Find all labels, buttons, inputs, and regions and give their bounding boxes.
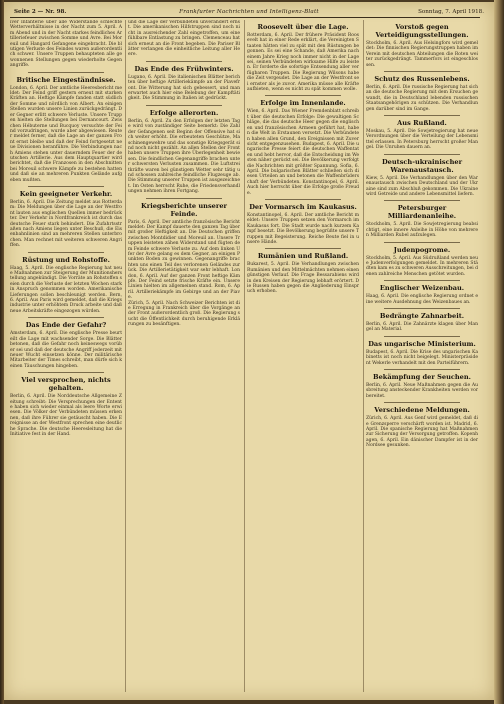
article-heading: Bedrängte Zahnarbeit. [379,311,465,320]
article-separator [28,72,104,73]
column-divider [125,20,126,692]
article-text: Stockholm, 5. April. Aus Südrußland werden neue Judenverfolgungen gemeldet. In mehreren Städten kam es zu schweren Ausschreitungen, bei denen zahlreiche Menschen getötet wurden. [366,255,478,277]
article-heading: Das ungarische Ministerium. [368,339,476,348]
article-heading: Der Vormarsch im Kaukasus. [249,202,357,211]
article-heading: Kriegsberichte unserer Feinde. [141,201,227,218]
article-separator [384,154,460,155]
article-text: Berlin, 6. April. Die Zahnärzte klagen über Mangel an Material. [366,321,478,333]
article-separator [265,248,341,249]
column-1 [10,20,122,692]
article-text: Zürich, 6. April. Aus Genf wird gemeldet, daß die Grenzsperre verschärft worden ist. Madrid, 6. April. Die spanische Regierung hat Maßnahmen zur Sicherung der Versorgung getroffen. Kopenhagen, 6. April. Ein dänischer Dampfer ist in der Nordsee gesunken. [366,416,478,449]
column-3 [247,20,359,692]
article-heading: Bekämpfung der Seuchen. [373,373,471,381]
article-heading: Kein geeigneter Verkehr. [19,189,113,198]
article-separator [384,200,460,201]
article-heading: Schutz des Russenlebens. [374,75,470,84]
column-4 [366,20,478,692]
column-2 [128,20,240,692]
article-separator [384,71,460,72]
article-text: Zürich, 5. April. Nach Schweizer Berichten ist die Erregung in Frankreich über die Vorgänge an der Front außerordentlich groß. Die Regierung sucht die Öffentlichkeit durch beruhigende Erklärungen zu besänftigen. [128,300,240,328]
article-text: Stockholm, 5. April. Die Sowjetregierung beabsichtigt, eine innere Anleihe in Höhe von mehreren Milliarden Rubel aufzulegen. [366,222,478,239]
article-text: Konstantinopel, 6. April. Der amtliche Bericht meldet: Unsere Truppen setzen den Vormarsch im Kaukasus fort. Die Stadt wurde nach kurzem Kampf besetzt. Die Bevölkerung begrüßte unsere Truppen mit Begeisterung. Reiche Beute fiel in unsere Hände. [247,212,359,245]
article-heading: Das Ende der Gefahr? [25,321,107,330]
article-heading: Erfolge im Innenlande. [260,99,346,108]
article-text: Wien, 6. April. Das Wiener Fremdenblatt schreibt über die deutschen Erfolge: Die gewaltigen Schläge, die das deutsche Heer gegen die englischen und französischen Armeen geführt hat, haben die Welt in Erstaunen versetzt. Die Verbündeten haben allen Grund, den Ereignissen mit Zuversicht entgegenzusehen. Budapest, 6. April. Die ungarische Presse feiert die deutschen Waffentaten und hebt hervor, daß die Entscheidung im Westen näher gerückt sei. Die Bevölkerung verfolgt die Nachrichten mit größter Spannung. Sofia, 6. April. Die bulgarischen Blätter schließen sich diesen Urteilen an und betonen die Waffenbrüderschaft der Verbündeten. Konstantinopel, 6. April. Auch hier herrscht über die Erfolge große Freude. [247,109,359,196]
article-text: Budapest, 6. April. Die Krise des ungarischen Kabinetts ist noch nicht beigelegt. Ministerpräsident Wekerle verhandelt mit den Parteiführern. [366,349,478,366]
page-number: Seite 2 — Nr. 98. [14,9,67,15]
article-text: Berlin, 6. April. Die russische Regierung hat sich an die deutsche Regierung mit dem Ersuchen gewandt, die in Deutschland lebenden russischen Staatsangehörigen zu schützen. Die Verhandlungen darüber sind im Gange. [366,85,478,112]
article-separator [146,61,222,62]
article-heading: Judenpogrome. [393,245,451,254]
article-text: Moskau, 5. April. Die Sowjetregierung hat neue Verordnungen über die Verteilung der Lebensmittel erlassen. In Petersburg herrscht großer Mangel. Die Unruhen dauern an. [366,129,478,151]
article-separator [384,308,460,309]
article-separator [384,336,460,337]
article-separator [384,115,460,116]
article-heading: Deutsch-ukrainischer Warenaustausch. [381,157,463,174]
issue-date: Sonntag, 7. April 1918. [418,9,484,15]
article-heading: Vorstoß gegen Verteidigungsstellungen. [375,23,469,39]
article-text: Haag, 6. April. Die englische Regierung ordnet eine weitere Ausdehnung des Weizenbaues an. [366,294,478,305]
article-text: Stockholm, 6. April. Aus Helsingfors wird gemeldet: Die finnischen Regierungstruppen haben im Verein mit deutschen Abteilungen die Roten weiter zurückgedrängt. Tammerfors ist eingeschlossen. [366,41,478,68]
article-text: iver Infanterie über alle Widerstände schlechte Wetterverhältnisse in der Nacht zum 5. April. Am Abend und in der Nacht starkes feindliches Artilleriefeuer zwischen Somme und Avre. Bei Moreuil und Hangard Gefangene eingebracht. Die blutigen Verluste des Feindes waren außerordentlich schwer. Unsere Truppen behaupteten alle gewonnenen Stellungen gegen wiederholte Gegenangriffe. [10,20,122,69]
article-text: Amsterdam, 6. April. Die englische Presse beurteilt die Lage mit wachsender Sorge. Die Blätter betonen, daß die Gefahr noch keineswegs vorüber sei und daß der deutsche Angriff jederzeit mit neuer Wucht einsetzen könne. Der militärische Mitarbeiter der Times schreibt, man dürfe sich keinen Täuschungen hingeben. [10,331,122,369]
article-separator [384,369,460,370]
newspaper-title: Frankfurter Nachrichten und Intelligenz-Blatt [179,9,319,15]
article-heading: Englischer Weizenbau. [379,284,465,293]
article-text: Rotterdam, 6. April. Der frühere Präsident Roosevelt hat in einer Rede erklärt, die Vereinigten Staaten hätten viel zu spät mit den Rüstungen begonnen. Es sei eine Schande, daß Amerika nach einem Jahre Krieg noch immer nicht in der Lage sei, seinen Verbündeten wirksame Hilfe zu leisten. Er forderte die sofortige Entsendung aller verfügbaren Truppen. Die Regierung Wilsons habe die Zeit vergeudet. Die Lage an der Westfront sei ernster als je zuvor. Amerika müsse alle Kräfte aufbieten, wenn es nicht zu spät kommen wolle. [247,33,359,93]
article-separator [384,242,460,243]
article-text: Berlin, 6. April. Die Norddeutsche Allgemeine Zeitung schreibt: Die Versprechungen der Entente haben sich wieder einmal als leere Worte erwiesen. Die Völker der Verbündeten müssen erkennen, daß ihre Führer sie getäuscht haben. Die Ereignisse an der Westfront sprechen eine deutliche Sprache. Die deutsche Heeresleitung hat die Initiative fest in der Hand. [10,394,122,437]
article-separator [28,317,104,318]
article-text: Lugano, 6. April. Die italienischen Blätter berichten über heftige Artilleriekämpfe an der Piavefront. Die Witterung hat sich gebessert, und man erwartet auch hier eine Belebung der Kampftätigkeit. Die Stimmung in Italien ist gedrückt. [128,74,240,102]
article-separator [384,280,460,281]
article-text: Bukarest, 5. April. Die Verhandlungen zwischen Rumänien und den Mittelmächten nehmen einen günstigen Verlauf. Die Frage Bessarabiens wird in den Kreisen der Regierung lebhaft erörtert. Die Russen haben gegen die Angliederung Einspruch erhoben. [247,262,359,295]
article-heading: Rumänien und Rußland. [257,252,349,261]
column-divider [363,20,364,692]
article-separator [265,199,341,200]
header-rule [10,17,480,18]
article-text: Paris, 6. April. Der amtliche französische Bericht meldet: Der Kampf dauerte den ganzen Tag über mit großer Heftigkeit an. Die Deutschen griffen zwischen Montdidier und Moreuil an. Unsere Truppen leisteten zähen Widerstand und fügten dem Feinde schwere Verluste zu. Auf dem linken Ufer der Avre gelang es dem Gegner, an einigen Punkten Boden zu gewinnen. Gegenangriffe brachten uns einen Teil des verlorenen Geländes zurück. Die Artillerietätigkeit war sehr lebhaft. London, 6. April. Auf der ganzen Front heftige Kämpfe. Der Feind setzte frische Kräfte ein. Unsere Linien hielten im allgemeinen stand. Rom, 6. April. Artilleriekämpfe im Gebirge und an der Piave. [128,219,240,301]
article-separator [28,186,104,187]
article-text: Berlin, 6. April. Die Zeitung meldet aus Rotterdam: Die Meldungen über die Lage an der Westfront lauten aus englischen Quellen immer bedrückter. Der Verkehr in Nordfrankreich ist durch das deutsche Feuer stark behindert. Die Zufahrtsstraßen nach Amiens liegen unter Beschuß, die Eisenbahnlinien sind an mehreren Stellen unterbrochen. Man rechnet mit weiteren schweren Angriffen. [10,199,122,249]
page-edge [494,0,504,704]
column-divider [244,20,245,692]
article-text: und die Lage der Verbündeten unverändert ernst. Die amerikanischen Hilfstruppen sind noch nicht in ausreichender Zahl eingetroffen, um eine fühlbare Entlastung zu bringen. Clemenceau hat sich erneut an die Front begeben. Die Pariser Blätter verlangen die einheitliche Leitung aller Heere. [128,20,240,58]
article-separator [384,402,460,403]
article-heading: Britische Eingeständnisse. [16,75,116,84]
article-heading: Verschiedene Meldungen. [374,406,470,415]
article-heading: Petersburger Milliardenanleihe. [387,204,457,221]
article-heading: Das Ende des Frühwinters. [134,64,234,73]
article-heading: Roosevelt über die Lage. [257,23,349,31]
article-text: Berlin, 6. April. Neue Maßnahmen gegen die Ausbreitung ansteckender Krankheiten werden vorbereitet. [366,383,478,399]
article-separator [28,372,104,373]
article-text: Kiew, 5. April. Die Verhandlungen über den Warenaustausch zwischen Deutschland und der Ukraine sind zum Abschluß gekommen. Die Ukraine wird Getreide und andere Lebensmittel liefern. [366,175,478,197]
article-heading: Erfolge allerorten. [149,108,219,117]
article-separator [265,95,341,96]
article-heading: Rüstung und Rohstoffe. [22,255,110,264]
article-separator [146,105,222,106]
article-text: Haag, 5. April. Die englische Regierung hat neue Maßnahmen zur Steigerung der Munitionsherstellung angekündigt. Die Vorräte an Rohstoffen seien durch die Verluste der letzten Wochen stark in Anspruch genommen worden. Amerikanische Lieferungen sollen beschleunigt werden. Bern, 6. April. Aus Paris wird gemeldet, daß die Kriegsindustrie unter erhöhtem Druck arbeite und daß neue Arbeitskräfte eingezogen würden. [10,265,122,314]
article-separator [28,252,104,253]
article-heading: Aus Rußland. [397,119,447,128]
article-text: London, 6. April. Der amtliche Heeresbericht meldet: Der Feind griff gestern erneut mit starken Kräften an. Heftige Kämpfe fanden statt südlich der Somme und nördlich von Albert. An einigen Stellen wurden unsere Linien zurückgedrängt. Der Gegner erlitt schwere Verluste. Unsere Truppen hielten die Stellungen bei Dernancourt. Zwischen Hébuterne und Bucquoy versuchte der Feind vorzudringen, wurde aber abgewiesen. Reuter meldet ferner, daß die Lage an der ganzen Front ernst bleibe und daß der Feind fortgesetzt neue Divisionen heranführe. Die Verbindungen nach Amiens stehen unter dauerndem Feuer der deutschen Artillerie. Aus dem Hauptquartier wird berichtet, daß die Franzosen in den Abschnitten bei Moreuil schwere Kämpfe zu bestehen hatten und daß sie an mehreren Punkten Gelände aufgeben mußten. [10,85,122,183]
article-separator [146,198,222,199]
article-text: Berlin, 6. April. Zu den Erfolgen der letzten Tage wird von zuständiger Seite bemerkt: Die Zahl der Gefangenen seit Beginn der Offensive hat sich weiter erhöht. Die erbeuteten Geschütze, Maschinengewehre und das sonstige Kriegsgerät sind noch nicht gezählt. An allen Stellen der Front haben unsere Truppen ihre Überlegenheit bewiesen. Die feindlichen Gegenangriffe brachen unter schwersten Verlusten zusammen. Die Luftstreitkräfte waren bei günstigem Wetter sehr tätig und schossen zahlreiche feindliche Flugzeuge ab. Die Stimmung unserer Truppen ist ausgezeichnet. Im Osten herrscht Ruhe, die Friedensverhandlungen nehmen ihren Fortgang. [128,118,240,195]
article-heading: Viel versprochen, nichts gehalten. [21,376,111,393]
